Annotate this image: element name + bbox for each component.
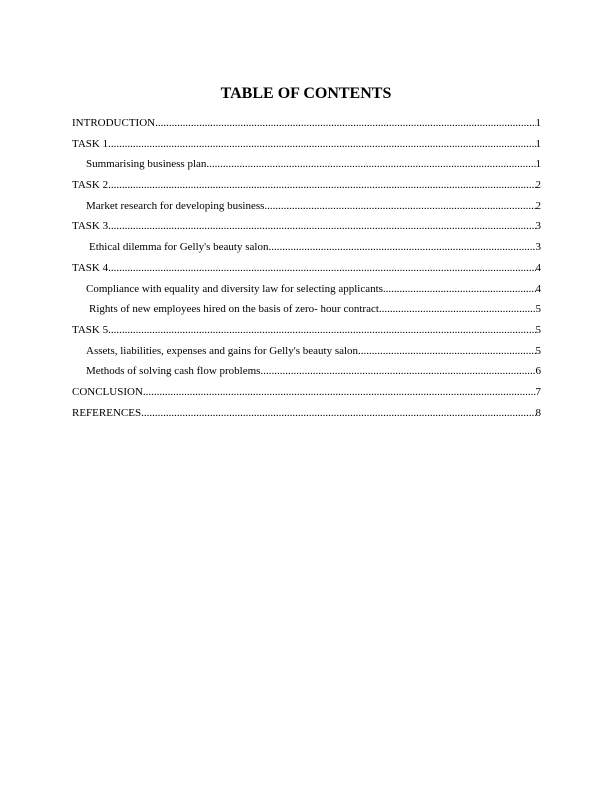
toc-entry-zero-hour-contract-rights[interactable] xyxy=(72,302,541,323)
toc-entry-label: Methods of solving cash flow problems xyxy=(86,365,261,378)
toc-entry-label: REFERENCES xyxy=(72,406,142,419)
toc-entry-cash-flow-methods[interactable] xyxy=(72,364,541,385)
toc-entry-label: TASK 5 xyxy=(72,323,109,336)
toc-entry-summarising-business-plan[interactable] xyxy=(72,157,541,178)
toc-entry-label: Assets, liabilities, expenses and gains for Gelly's beauty salon xyxy=(86,344,359,357)
toc-entry-market-research[interactable] xyxy=(72,199,541,220)
dot-leader xyxy=(141,406,535,420)
toc-entry-label: TASK 3 xyxy=(72,220,109,233)
toc-entry-label: TASK 1 xyxy=(72,137,109,150)
toc-entry-label: Market research for developing business xyxy=(86,199,265,212)
dot-leader xyxy=(108,261,535,275)
toc-entry-page-number: 8 xyxy=(535,406,541,419)
toc-entry-task-2[interactable] xyxy=(72,178,541,199)
toc-entry-assets-liabilities[interactable] xyxy=(72,344,541,365)
toc-entry-page-number: 2 xyxy=(535,199,541,212)
toc-entry-label: TASK 2 xyxy=(72,179,109,192)
toc-entry-page-number: 5 xyxy=(535,323,541,336)
toc-entry-task-4[interactable] xyxy=(72,261,541,282)
toc-entry-label: CONCLUSION xyxy=(72,385,143,398)
toc-entry-page-number: 1 xyxy=(535,117,541,129)
dot-leader xyxy=(108,219,535,233)
dot-leader xyxy=(206,157,535,171)
dot-leader xyxy=(108,178,535,192)
toc-entry-page-number: 1 xyxy=(535,137,541,150)
toc-entry-page-number: 3 xyxy=(535,241,541,254)
toc-entry-conclusion[interactable] xyxy=(72,385,541,406)
toc-entry-label: Rights of new employees hired on the basis of zero- hour contract xyxy=(89,303,379,316)
toc-entry-label: Compliance with equality and diversity law for selecting applicants xyxy=(86,282,383,295)
toc-entry-label: Summarising business plan xyxy=(86,158,207,171)
toc-entry-page-number: 6 xyxy=(535,365,541,378)
toc-entry-introduction[interactable] xyxy=(72,116,541,137)
toc-entry-task-3[interactable] xyxy=(72,219,541,240)
dot-leader xyxy=(379,302,536,316)
dot-leader xyxy=(383,282,536,296)
toc-entry-page-number: 4 xyxy=(535,282,541,295)
toc-entry-task-5[interactable] xyxy=(72,323,541,344)
page-title: TABLE OF CONTENTS xyxy=(220,85,392,102)
toc-entry-page-number: 3 xyxy=(535,220,541,233)
dot-leader xyxy=(260,364,535,378)
toc-entry-page-number: 7 xyxy=(535,385,541,398)
dot-leader xyxy=(143,385,536,399)
dot-leader xyxy=(264,199,535,213)
toc-entry-page-number: 1 xyxy=(535,158,541,171)
toc-entry-page-number: 4 xyxy=(535,261,541,274)
toc-entry-references[interactable] xyxy=(72,406,541,427)
toc-entry-label: TASK 4 xyxy=(72,261,109,274)
toc-entry-page-number: 5 xyxy=(535,344,541,357)
toc-list xyxy=(72,116,541,426)
toc-entry-page-number: 2 xyxy=(535,179,541,192)
toc-entry-page-number: 5 xyxy=(535,303,541,316)
dot-leader xyxy=(108,323,535,337)
dot-leader xyxy=(108,137,535,151)
dot-leader xyxy=(268,240,535,254)
toc-entry-ethical-dilemma[interactable] xyxy=(72,240,541,261)
dot-leader xyxy=(155,116,535,130)
dot-leader xyxy=(358,344,535,358)
toc-entry-task-1[interactable] xyxy=(72,137,541,158)
toc-entry-equality-diversity-compliance[interactable] xyxy=(72,282,541,303)
toc-entry-label: Ethical dilemma for Gelly's beauty salon xyxy=(89,241,269,254)
toc-entry-label: INTRODUCTION xyxy=(72,117,156,129)
